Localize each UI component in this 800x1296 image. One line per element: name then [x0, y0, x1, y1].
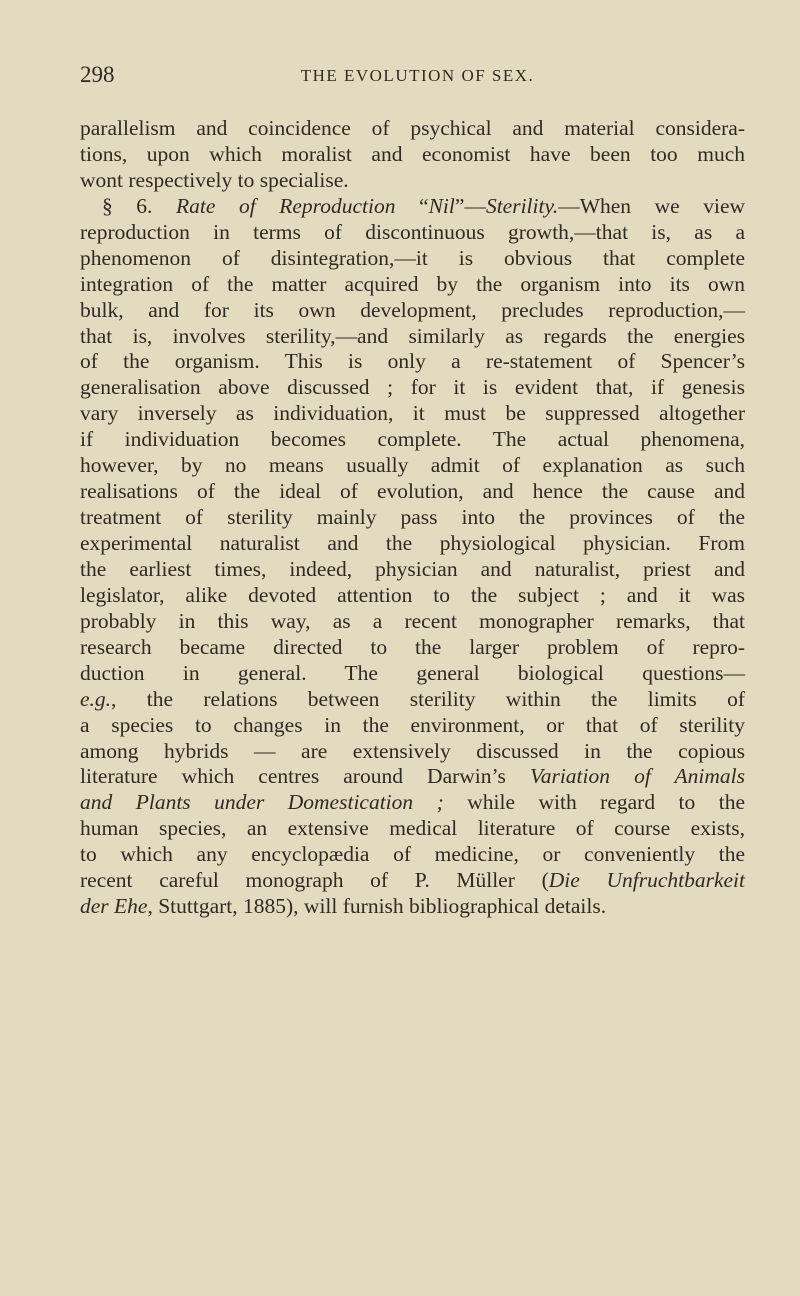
text-line [80, 609, 745, 635]
text-segment: experimental naturalist and the physiological physician. From [80, 531, 745, 555]
text-segment: that is, involves sterility,—and similarly as regards the energies [80, 323, 745, 348]
text-segment: of the organism. This is only a re-statement of Spencer’s [80, 349, 745, 374]
text-line [80, 168, 745, 194]
italic-text: Die Unfruchtbarkeit [548, 868, 745, 893]
text-line [80, 324, 745, 350]
text-line [80, 868, 745, 894]
text-segment: treatment of sterility mainly pass into the provinces of the [80, 505, 745, 530]
text-line [80, 220, 745, 246]
italic-text: e.g. [80, 686, 112, 711]
text-segment: human species, an extensive medical literature of course exists, [80, 816, 745, 841]
running-header [80, 62, 745, 92]
text-line [80, 375, 745, 401]
text-segment: integration of the matter acquired by the organism into its own [80, 271, 745, 296]
text-segment: the earliest times, indeed, physician and naturalist, priest and [80, 556, 745, 581]
text-segment: , the relations between sterility within the limits of [111, 686, 745, 711]
text-line [80, 349, 745, 375]
italic-text: and Plants under Domestication ; [80, 790, 444, 815]
text-segment: literature which centres around Darwin’s [80, 764, 530, 789]
text-segment: however, by no means usually admit of explanation as such [80, 453, 745, 478]
text-segment: recent careful monograph of P. Müller ( [80, 868, 549, 893]
text-line [80, 505, 745, 531]
text-segment: probably in this way, as a recent monographer remarks, that [80, 608, 745, 633]
text-segment: duction in general. The general biological questions— [80, 660, 745, 685]
text-line [80, 298, 745, 324]
text-segment: —When we view [558, 193, 746, 218]
text-segment: while with regard to the [443, 790, 745, 815]
italic-text: Sterility. [485, 193, 559, 218]
text-segment: ”— [454, 193, 486, 218]
text-segment: among hybrids — are extensively discussed in the copious [80, 738, 745, 763]
text-line [80, 713, 745, 739]
text-segment: research became directed to the larger problem of repro- [80, 634, 745, 659]
text-line [80, 401, 745, 427]
text-line [80, 661, 745, 687]
text-line [80, 427, 745, 453]
text-segment: generalisation above discussed ; for it is evident that, if genesis [80, 375, 745, 400]
text-line [80, 272, 745, 298]
text-segment: a species to changes in the environment, or that of sterility [80, 712, 745, 737]
text-line [80, 816, 745, 842]
text-line [80, 194, 745, 220]
running-title: THE EVOLUTION OF SEX. [300, 66, 535, 85]
body-text [80, 116, 745, 920]
text-line [80, 764, 745, 790]
text-segment: vary inversely as individuation, it must be suppressed altogether [80, 401, 745, 426]
text-line [80, 583, 745, 609]
italic-text: Nil [428, 193, 455, 218]
italic-text: Variation of Animals [529, 764, 745, 789]
text-line [80, 479, 745, 505]
text-line [80, 557, 745, 583]
text-segment: tions, upon which moralist and economist have been too much [80, 141, 745, 166]
text-segment: § 6. [102, 193, 176, 218]
text-segment: reproduction in terms of discontinuous growth,—that is, as a [80, 219, 745, 244]
italic-text: Rate of Reproduction [176, 193, 396, 218]
text-segment: phenomenon of disintegration,—it is obvious that complete [80, 245, 745, 270]
text-segment: , Stuttgart, 1885), will furnish bibliographical details. [147, 894, 607, 919]
text-line [80, 739, 745, 765]
text-segment: legislator, alike devoted attention to the subject ; and it was [80, 582, 745, 607]
text-segment: realisations of the ideal of evolution, and hence the cause and [80, 479, 745, 504]
text-line [80, 842, 745, 868]
text-segment: parallelism and coincidence of psychical and material considera- [80, 116, 745, 140]
text-line [80, 687, 745, 713]
page-number: 298 [80, 62, 115, 87]
text-line [80, 116, 745, 142]
italic-text: der Ehe [80, 894, 148, 919]
text-line [80, 531, 745, 557]
text-line [80, 142, 745, 168]
text-line [80, 635, 745, 661]
text-line [80, 790, 745, 816]
text-segment: if individuation becomes complete. The actual phenomena, [80, 427, 745, 452]
text-segment: “ [395, 193, 429, 218]
text-segment: wont respectively to specialise. [80, 167, 349, 192]
text-line [80, 453, 745, 479]
text-line [80, 894, 745, 920]
text-segment: to which any encyclopædia of medicine, or conveniently the [80, 842, 745, 867]
text-line [80, 246, 745, 272]
text-segment: bulk, and for its own development, precludes reproduction,— [80, 297, 745, 322]
